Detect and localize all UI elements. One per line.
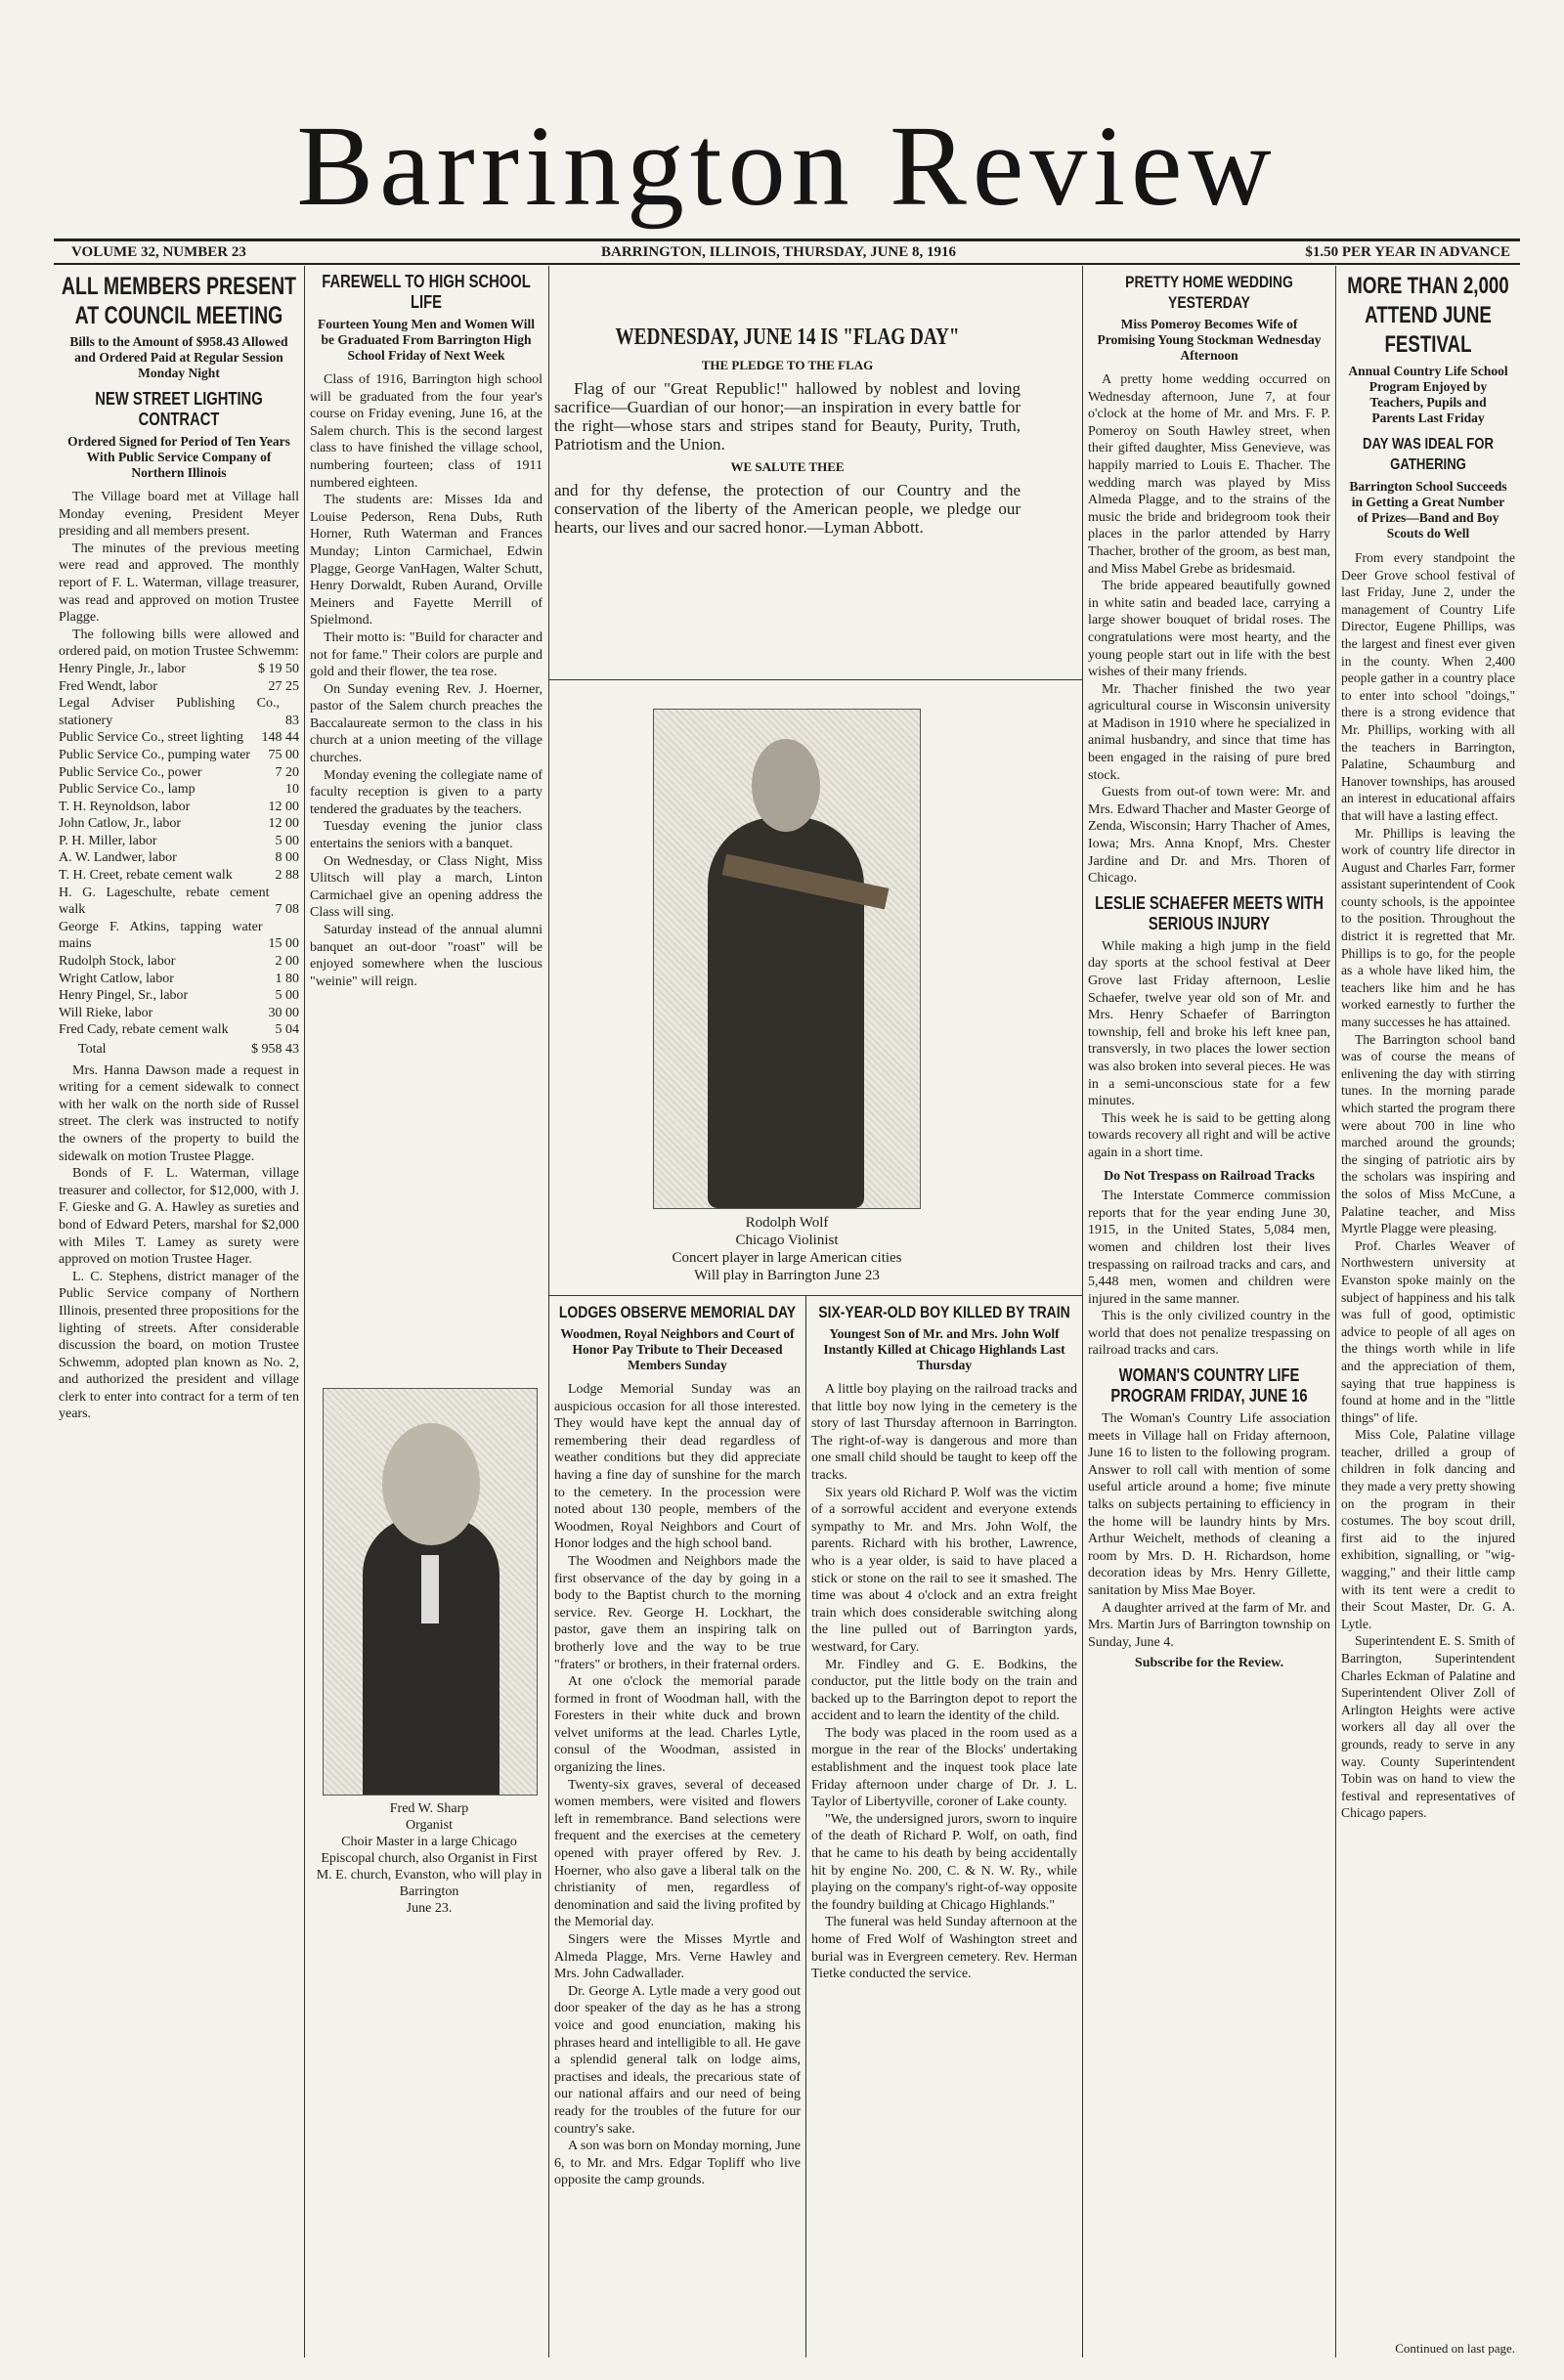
bill-amount: 2 88 [275,868,299,884]
violinist-title: Chicago Violinist [735,1233,839,1248]
continued-note: Continued on last page. [1395,2341,1515,2356]
lodges-para: Lodge Memorial Sunday was an auspicious occasion for all those interested. They would have kept the annual day of remembering their dead regardless of weather conditions but they did appreciate having a fine day of sunshine for the march to the cemetery. In the procession were noted about 130 people, members of the Woodmen, Royal Neighbors and Court of Honor lodges and the high school band. [554,1382,801,1552]
boy-killed-headline: SIX-YEAR-OLD BOY KILLED BY TRAIN [818,1303,1070,1321]
bill-row [59,764,299,782]
wcl-para: The Woman's Country Life association meets in Village hall on Friday afternoon, June 16 to listen to the following program. Answer to roll call with mention of some useful article around a home; five minute talks on subjects pertaining to efficiency in the home will be laundry hints by Mrs. Arthur Weichelt, methods of cleaning a room by Mrs. D. H. Richardson, home decoration ideas by Mrs. Henry Gillette, sanitation by Miss Mae Boyer. [1088,1411,1330,1598]
organist-line: Choir Master in a large Chicago Episcopal church, also Organist in First M. E. church, Evanston, who will play in Barrington [316,1835,543,1899]
council-para: L. C. Stephens, district manager of the Public Service company of Northern Illinois, presented three propositions for the lighting of streets. After considerable discussion the board, on motion Trustee Schwemm, adopted plan known as No. 2, and authorized the president and village clerk to enter into contract for a term of ten years. [59,1269,299,1422]
bill-row [59,1021,299,1039]
farewell-para: Their motto is: "Build for character and not for fame." Their colors are purple and gold and their flower, the tea rose. [310,629,543,680]
bill-amount: 8 00 [275,850,299,866]
masthead: Barrington Review [296,102,1278,230]
boy-killed-para: Mr. Findley and G. E. Bodkins, the conductor, put the little body on the train and backed up to the Barrington depot to report the accident and to learn the identity of the child. [811,1657,1077,1724]
festival-subhead: DAY WAS IDEAL FOR GATHERING [1363,436,1494,473]
bill-payee: Wright Catlow, labor [59,971,174,986]
festival-deck: Annual Country Life School Program Enjoyed by Teachers, Pupils and Parents Last Friday [1348,364,1508,425]
bill-amount: 83 [285,713,299,728]
flag-day-headline: WEDNESDAY, JUNE 14 IS "FLAG DAY" [615,325,960,350]
bill-amount: 15 00 [268,936,299,952]
bill-payee: Public Service Co., lamp [59,782,196,798]
bill-amount: 12 00 [268,799,299,814]
bill-payee: Public Service Co., pumping water [59,747,250,762]
farewell-para: The students are: Misses Ida and Louise Pederson, Rena Dubs, Ruth Horner, Ruth Waterman and Frances Munday; Linton Carmichael, Edwin Plagge, George VanHagen, Walter Schutt, Henry Dorwaldt, Ruben Aurand, Orville Meiners and Fayette Merrill of Spielmond. [310,493,543,628]
organist-photo [323,1388,538,1796]
column-rule [1082,266,1083,2358]
trespass-para: This is the only civilized country in the world that does not penalize trespassing on railroad tracks and cars. [1088,1309,1330,1359]
bills-total-amount: $ 958 43 [251,1042,299,1057]
organist-name: Fred W. Sharp [389,1801,469,1816]
boy-killed-article [811,1302,1077,2358]
farewell-para: On Sunday evening Rev. J. Hoerner, pastor of the Salem church preaches the Baccalaureate sermon to the class in his church at a union meeting of the village churches. [310,681,543,766]
bill-payee: T. H. Reynoldson, labor [59,799,191,814]
bill-row [59,1005,299,1022]
schaefer-headline: LESLIE SCHAEFER MEETS WITH SERIOUS INJURY [1095,892,1324,933]
place-date: BARRINGTON, ILLINOIS, THURSDAY, JUNE 8, 1916 [601,244,957,260]
boy-killed-para: "We, the undersigned jurors, sworn to inquire of the death of Richard P. Wolf, on oath, find that he came to his death by being accidentally hit by engine No. 200, C. & N. W. Ry., while playing on the company's right-of-way opposite the foundry building at Chicago Highlands." [811,1811,1077,1913]
bill-row [59,678,299,696]
farewell-deck: Fourteen Young Men and Women Will be Graduated From Barrington High School Friday of Next Week [318,317,535,363]
column-rule [548,266,549,2358]
lodges-para: The Woodmen and Neighbors made the first observance of the day by going in a body to the Baptist church to the morning service. Rev. George H. Lockhart, the pastor, gave them an inspiring talk on brotherly love and the way to be true "fraters" or brothers, in their fraternal orders. [554,1553,801,1672]
council-para: The minutes of the previous meeting were read and approved. The monthly report of F. L. Waterman, village treasurer, was read and approved on motion Trustee Plagge. [59,541,299,626]
bill-payee: Henry Pingel, Sr., labor [59,988,189,1004]
wedding-headline: PRETTY HOME WEDDING YESTERDAY [1125,273,1293,312]
bill-payee: A. W. Landwer, labor [59,850,177,866]
wedding-para: A pretty home wedding occurred on Wednesday afternoon, June 7, at four o'clock at the home of Mr. and Mrs. F. P. Pomeroy on South Hawley street, when their gifted daughter, Miss Genevieve, was happily married to Louis E. Thacher. The wedding march was played by Miss Almeda Plagge, and to the strains of the music the bride and bridegroom took their places in the parlor attended by Harry Thacher, brother of the groom, as best man, and Miss Mabel Grebe as bridesmaid. [1088,372,1330,577]
lodges-para: A son was born on Monday morning, June 6, to Mr. and Mrs. Edgar Topliff who live opposite the camp grounds. [554,2139,801,2188]
farewell-para: Class of 1916, Barrington high school will be graduated from the four year's course on Friday evening, June 16, at the Salem church. This is the second largest class to have finished the village school, numbering fourteen; class of 1911 numbered eighteen. [310,372,543,491]
farewell-para: On Wednesday, or Class Night, Miss Ulitsch will play a march, Linton Carmichael give an opening address the Class will sing. [310,853,543,921]
trespass-para: The Interstate Commerce commission reports that for the year ending June 30, 1915, in the United States, 5,084 men, women and children lost their lives trespassing on railroad tracks and cars, and 5,448 men, women and children were injured in the same manner. [1088,1189,1330,1307]
bill-row [59,987,299,1005]
subscription-price: $1.50 PER YEAR IN ADVANCE [1305,244,1510,260]
bill-amount: 1 80 [275,971,299,986]
bills-total [59,1041,299,1059]
section-rule [548,1295,1082,1296]
bill-payee: John Catlow, Jr., labor [59,816,182,832]
bill-payee: Fred Wendt, labor [59,678,157,694]
festival-headline: MORE THAN 2,000 ATTEND JUNE FESTIVAL [1347,273,1509,358]
festival-para: The Barrington school band was of course the means of enlivening the day with stirring tunes. In the morning parade which started the program there were about 700 in line who marched around the grounds; the singing of patriotic airs by the scholars was inspiring and the solos of Miss McCune, a Palatine teacher, and Miss Myrtle Plagge were pleasing. [1341,1031,1515,1236]
bill-row [59,695,299,729]
council-para: Bonds of F. L. Waterman, village treasurer and collector, for $12,000, with J. F. Gieske and G. A. Hawley as sureties and bond of Edward Peters, marshal for $2,000 with Miles T. Lamey as surety were approved on motion Trustee Hager. [59,1166,299,1268]
bill-row [59,747,299,764]
wcl-para: A daughter arrived at the farm of Mr. and Mrs. Martin Jurs of Barrington township on Sunday, June 4. [1088,1600,1330,1650]
boy-killed-para: Six years old Richard P. Wolf was the victim of a sorrowful accident and everyone extends sympathy to Mr. and Mrs. John Wolf, the parents. Richard with his brother, Lawrence, who is a year older, is said to have placed a stick or stone on the rail to see it smashed. The time was about 4 o'clock and an extra freight train which does considerable switching along the line pulled out of Barrington yards, westward, for Cary. [811,1485,1077,1655]
trespass-headline: Do Not Trespass on Railroad Tracks [1104,1168,1315,1184]
boy-killed-para: The funeral was held Sunday afternoon at the home of Fred Wolf of Washington street and burial was in Evergreen cemetery. Rev. Herman Tietke conducted the service. [811,1915,1077,1982]
bill-payee: Henry Pingle, Jr., labor [59,661,186,676]
festival-para: From every standpoint the Deer Grove school festival of last Friday, June 2, under the management of Country Life Director, Eugene Phillips, was the largest and finest ever given in the county. When 2,400 people gather in a country place to enter into school "doings," there is a strong evidence that Mr. Phillips, working with all the teachers in Barrington, Palatine, Schaumburg and Hanover townships, has aroused an interest in educational affairs that will have a lasting effect. [1341,550,1515,823]
lodges-article [554,1302,801,2358]
bill-amount: 148 44 [261,730,299,746]
boy-killed-para: The body was placed in the room used as a morgue in the rear of the Blocks' undertaking establishment and the inquest took place late Friday afternoon under charge of Dr. J. L. Taylor of Libertyville, coroner of Lake county. [811,1725,1077,1810]
bill-amount: 5 00 [275,988,299,1004]
bill-amount: 5 04 [275,1022,299,1038]
violinist-caption [606,1214,968,1284]
council-headline: ALL MEMBERS PRESENT AT COUNCIL MEETING [61,273,297,329]
bill-amount: 10 [285,782,299,798]
schaefer-para: While making a high jump in the field day sports at the school festival at Deer Grove last Friday afternoon, Leslie Schaefer, twelve year old son of Mr. and Mrs. Henry Schaefer of Barrington township, fell and broke his left knee pan, transversly, in two places the lower section was also broken into several pieces. He was in a semi-unconscious state for a few minutes. [1088,938,1330,1109]
section-rule [548,679,1082,680]
lodges-para: Dr. George A. Lytle made a very good out door speaker of the day as he has a strong voice and good enunciation, making his phrases heard and intelligible to all. He gave a splendid general talk on lodge aims, practises and ideals, the precarious state of our national affairs and our need of being ready for the troubles of the future for our country's sake. [554,1983,801,2137]
council-subhead: NEW STREET LIGHTING CONTRACT [95,389,263,429]
bill-payee: Public Service Co., street lighting [59,730,243,746]
flag-day-article [554,323,1021,537]
festival-para: Superintendent E. S. Smith of Barrington, Superintendent Charles Eckman of Palatine and Superintendent Oliver Zoll of Arlington Heights were active workers all day all over the grounds, ready to serve in any way. County Superintendent Tobin was on hand to view the festival and representatives of Chicago papers. [1341,1633,1515,1821]
farewell-article [310,272,543,1376]
bill-row [59,815,299,833]
bill-amount: 7 20 [275,764,299,780]
bill-payee: H. G. Lageschulte, rebate cement walk [59,885,270,918]
bill-amount: $ 19 50 [258,661,299,676]
column-rule [304,266,305,2358]
right-center-column [1088,272,1330,2354]
bills-total-label: Total [78,1042,107,1057]
bill-payee: Rudolph Stock, labor [59,954,176,970]
boy-killed-para: A little boy playing on the railroad tracks and that little boy now lying in the cemetery is the story of last Thursday afternoon in Barrington. The right-of-way is dangerous and more than one small child should be taught to keep off the tracks. [811,1382,1077,1483]
council-article [59,272,299,2354]
wedding-para: Guests from out-of town were: Mr. and Mrs. Edward Thacher and Master George of Zenda, Wisconsin; Harry Thacher of Ames, Iowa; Mrs. Anna Knopf, Mrs. Chester Jardine and Dr. and Mrs. Thoren of Chicago. [1088,785,1330,887]
violinist-line: Will play in Barrington June 23 [694,1268,880,1283]
violinist-name: Rodolph Wolf [745,1215,829,1231]
wedding-para: The bride appeared beautifully gowned in white satin and beaded lace, carrying a large shower bouquet of bridal roses. The congratulations were most hearty, and the young people start out in life with the best wishes of their many friends. [1088,579,1330,680]
bill-amount: 7 08 [275,902,299,918]
bill-amount: 75 00 [268,747,299,762]
bill-amount: 2 00 [275,954,299,970]
council-subdeck: Ordered Signed for Period of Ten Years With Public Service Company of Northern Illinois [67,434,290,480]
pledge-text: Flag of our "Great Republic!" hallowed by noblest and loving sacrifice—Guardian of our honor;—an inspiration in every battle for the right—whose stars and stripes stand for Beauty, Purity, Truth, Patriotism and the Union. [554,379,1021,454]
bill-row [59,867,299,885]
lodges-para: At one o'clock the memorial parade formed in front of Woodman hall, with the Foresters in their white duck and brown velvet uniforms at the lead. Charles Lytle, consul of the Woodman, assisted in organizing the lines. [554,1674,801,1776]
bill-payee: T. H. Creet, rebate cement walk [59,868,233,884]
bill-payee: George F. Atkins, tapping water mains [59,919,263,952]
bill-row [59,729,299,747]
bill-row [59,661,299,678]
column-rule [805,1295,806,2358]
bill-payee: P. H. Miller, labor [59,833,157,848]
festival-para: Mr. Phillips is leaving the work of country life director in August and Charles Farr, former assistant superintendent of Cook county schools, is the appointee to the position. Throughout the district it is regretted that Mr. Phillips is to go, for the people as a whole have liked him, the teachers like him and he has worked earnestly to further the many successes he has attained. [1341,825,1515,1030]
farewell-para: Monday evening the collegiate name of faculty reception is given to a party tendered the graduates by the teachers. [310,767,543,817]
violinist-photo [653,709,921,1209]
bill-row [59,781,299,799]
festival-para: Miss Cole, Palatine village teacher, drilled a group of children in folk dancing and they made a very pretty showing on the program in their costumes. The boy scout drill, first aid to the injured exhibition, signalling, or "wig-wagging," and their little camp with its tent were a credit to their Scout Master, Dr. G. A. Lytle. [1341,1427,1515,1631]
bill-payee: Legal Adviser Publishing Co., stationery [59,696,280,728]
wcl-headline: WOMAN'S COUNTRY LIFE PROGRAM FRIDAY, JUNE 16 [1110,1365,1308,1406]
dateline [54,238,1520,265]
boy-killed-deck: Youngest Son of Mr. and Mrs. John Wolf Instantly Killed at Chicago Highlands Last Thursday [823,1326,1065,1372]
organist-title: Organist [406,1818,453,1833]
salute-title: WE SALUTE THEE [730,459,845,474]
wedding-para: Mr. Thacher finished the two year agricultural course in Wisconsin university at Madison in 1910 where he specialized in animal husbandry, and since that time has been engaged in the raising of pure bred stock. [1088,681,1330,783]
bills-list [59,661,299,1039]
bill-amount: 27 25 [268,678,299,694]
bill-row [59,833,299,850]
council-para: The following bills were allowed and ordered paid, on motion Trustee Schwemm: [59,627,299,660]
bill-payee: Public Service Co., power [59,764,202,780]
subscribe-notice: Subscribe for the Review. [1134,1656,1284,1671]
bill-row [59,953,299,971]
council-para: The Village board met at Village hall Monday evening, President Meyer presiding and all members present. [59,490,299,540]
organist-caption [313,1800,545,1917]
farewell-para: Saturday instead of the annual alumni banquet an out-door "roast" will be enjoyed somewhere when the luscious "weinie" will reign. [310,923,543,989]
festival-para: Prof. Charles Weaver of Northwestern university at Evanston spoke mainly on the subject of happiness and his talk was full of good, optimistic advice to people of all ages on the things worth while in life and the appreciation of them, saying that true happiness is found at home and in the "little things" of life. [1341,1237,1515,1425]
column-rule [1335,266,1336,2358]
organist-line: June 23. [406,1901,453,1916]
bill-amount: 5 00 [275,833,299,848]
lodges-deck: Woodmen, Royal Neighbors and Court of Honor Pay Tribute to Their Deceased Members Sunday [560,1326,795,1372]
festival-article [1341,272,1515,2354]
lodges-para: Twenty-six graves, several of deceased women members, were visited and flowers left in remembrance. Band selections were frequent and the exercises at the cemetery opened with prayer offered by Rev. J. Hoerner, who also gave a liberal talk on the christianity of men, regardless of denomination and said the living profited by the Memorial day. [554,1777,801,1930]
bill-row [59,885,299,919]
wedding-deck: Miss Pomeroy Becomes Wife of Promising Young Stockman Wednesday Afternoon [1097,317,1322,363]
council-para: Mrs. Hanna Dawson made a request in writing for a cement sidewalk to connect with her walk on the north side of Russel street. The clerk was instructed to notify the owners of the property to build the sidewalk on motion Trustee Plagge. [59,1062,299,1164]
bill-amount: 30 00 [268,1005,299,1020]
lodges-para: Singers were the Misses Myrtle and Almeda Plagge, Mrs. Verne Hawley and Mrs. John Cadwallader. [554,1932,801,1982]
council-deck: Bills to the Amount of $958.43 Allowed and Ordered Paid at Regular Session Monday Night [69,334,288,380]
farewell-headline: FAREWELL TO HIGH SCHOOL LIFE [322,272,531,312]
festival-subdeck: Barrington School Succeeds in Getting a Great Number of Prizes—Band and Boy Scouts do Well [1349,479,1507,541]
schaefer-para: This week he is said to be getting along towards recovery all right and will be active again in a short time. [1088,1110,1330,1160]
lodges-headline: LODGES OBSERVE MEMORIAL DAY [558,1303,797,1321]
volume-number: VOLUME 32, NUMBER 23 [71,244,246,260]
bill-row [59,849,299,867]
bill-row [59,919,299,953]
bill-row [59,799,299,816]
bill-payee: Fred Cady, rebate cement walk [59,1022,229,1038]
violinist-line: Concert player in large American cities [672,1250,902,1266]
farewell-para: Tuesday evening the junior class entertains the seniors with a banquet. [310,819,543,852]
pledge-title: THE PLEDGE TO THE FLAG [701,358,874,372]
salute-text: and for thy defense, the protection of our Country and the conservation of the liberty of the American people, we pledge our hearts, our lives and our sacred honor.—Lyman Abbott. [554,481,1021,537]
bill-amount: 12 00 [268,816,299,832]
bill-row [59,971,299,988]
bill-payee: Will Rieke, labor [59,1005,153,1020]
